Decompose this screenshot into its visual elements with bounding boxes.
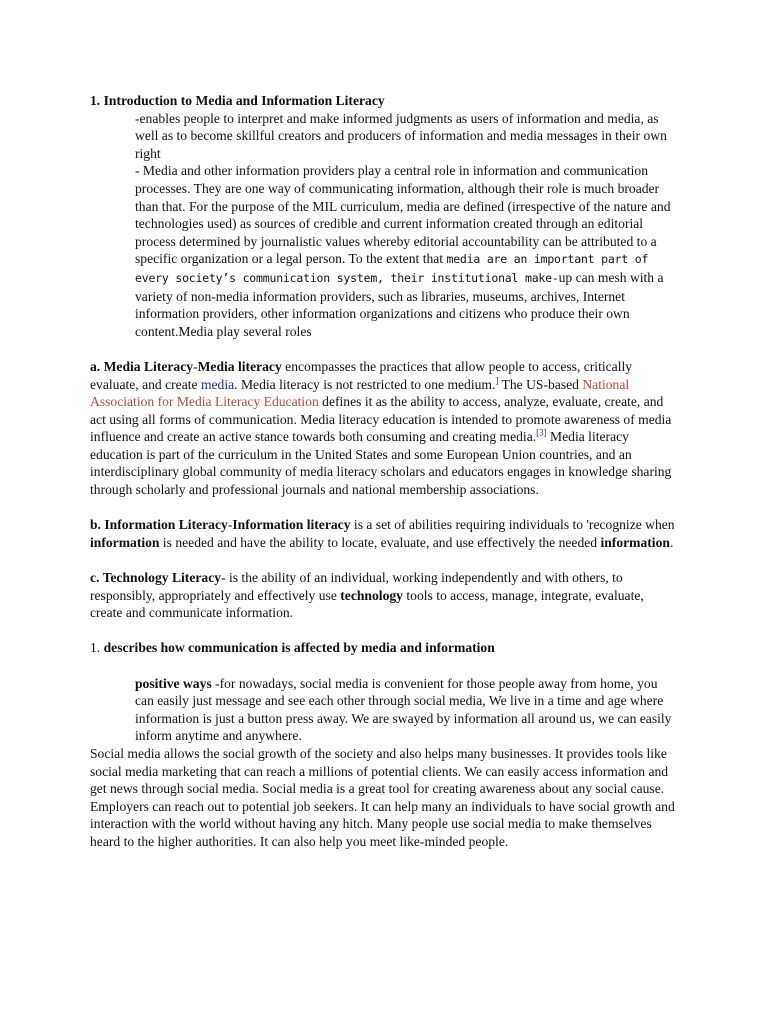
technology-literacy-paragraph: c. Technology Literacy- is the ability of an individual, working independently and with others, to responsibly, appropriately and effectively use technology tools to access, manage, integrate, evaluate, create and communicate information. bbox=[90, 570, 644, 621]
spacer bbox=[90, 551, 676, 569]
section-2-heading: 1. describes how communication is affected by media and information bbox=[90, 640, 495, 656]
citation-link[interactable]: ] bbox=[495, 374, 499, 385]
spacer bbox=[90, 657, 676, 675]
information-literacy-paragraph: b. Information Literacy-Information literacy is a set of abilities requiring individuals to 'recognize when information is needed and have the ability to locate, evaluate, and use effectively the needed information. bbox=[90, 517, 675, 550]
namle-link[interactable]: National Association for Media Literacy Education bbox=[90, 376, 630, 410]
document-body bbox=[90, 92, 676, 851]
social-media-paragraph: Social media allows the social growth of the society and also helps many businesses. It provides tools like social media marketing that can reach a millions of potential clients. We can easily access information and get news through social media. Social media is a great tool for creating awareness about any social cause. Employers can reach out to potential job seekers. It can help many an individuals to have social growth and interaction with the world without having any hitch. Many people use social media to make themselves heard to the higher authorities. It can also help you meet like-minded people. bbox=[90, 745, 675, 849]
media-literacy-paragraph: a. Media Literacy-Media literacy encompasses the practices that allow people to access, critically evaluate, and create media. Media literacy is not restricted to one medium.] The US-based National Association for Media Literacy Education defines it as the ability to access, analyze, evaluate, create, and act using all forms of communication. Media literacy education is intended to promote awareness of media influence and create an active stance towards both consuming and creating media.[3] Media literacy education is part of the curriculum in the United States and some European Union countries, and an interdisciplinary global community of media literacy scholars and educators engages in knowledge sharing through scholarly and professional journals and national membership associations. bbox=[90, 358, 672, 498]
intro-paragraph-2: - Media and other information providers play a central role in information and communication processes. They are one way of communicating information, although their role is much broader than that. For the purpose of the MIL curriculum, media are defined (irrespective of the nature and technologies used) as sources of credible and current information created through an editorial process determined by journalistic values whereby editorial accountability can be attributed to a specific organization or a legal person. To the extent that media are an important part of every society’s communication system, their institutional make-up can mesh with a variety of non-media information providers, such as libraries, museums, archives, Internet information providers, other information organizations and citizens who produce their own content.Media play several roles bbox=[135, 163, 671, 339]
spacer bbox=[90, 622, 676, 640]
spacer bbox=[90, 499, 676, 517]
citation-link-3[interactable]: [3] bbox=[536, 427, 547, 438]
positive-ways-paragraph: positive ways -for nowadays, social media is convenient for those people away from home, you can easily just message and see each other through social media, We live in a time and age where information is just a button press away. We are swayed by information all around us, we can easily inform anytime and anywhere. bbox=[135, 675, 672, 744]
spacer bbox=[90, 340, 676, 358]
media-link[interactable]: media bbox=[200, 376, 235, 392]
intro-paragraph-1: -enables people to interpret and make informed judgments as users of information and media, as well as to become skillful creators and producers of information and media messages in their own right bbox=[135, 110, 667, 161]
section-heading: 1. Introduction to Media and Information Literacy bbox=[90, 93, 385, 108]
